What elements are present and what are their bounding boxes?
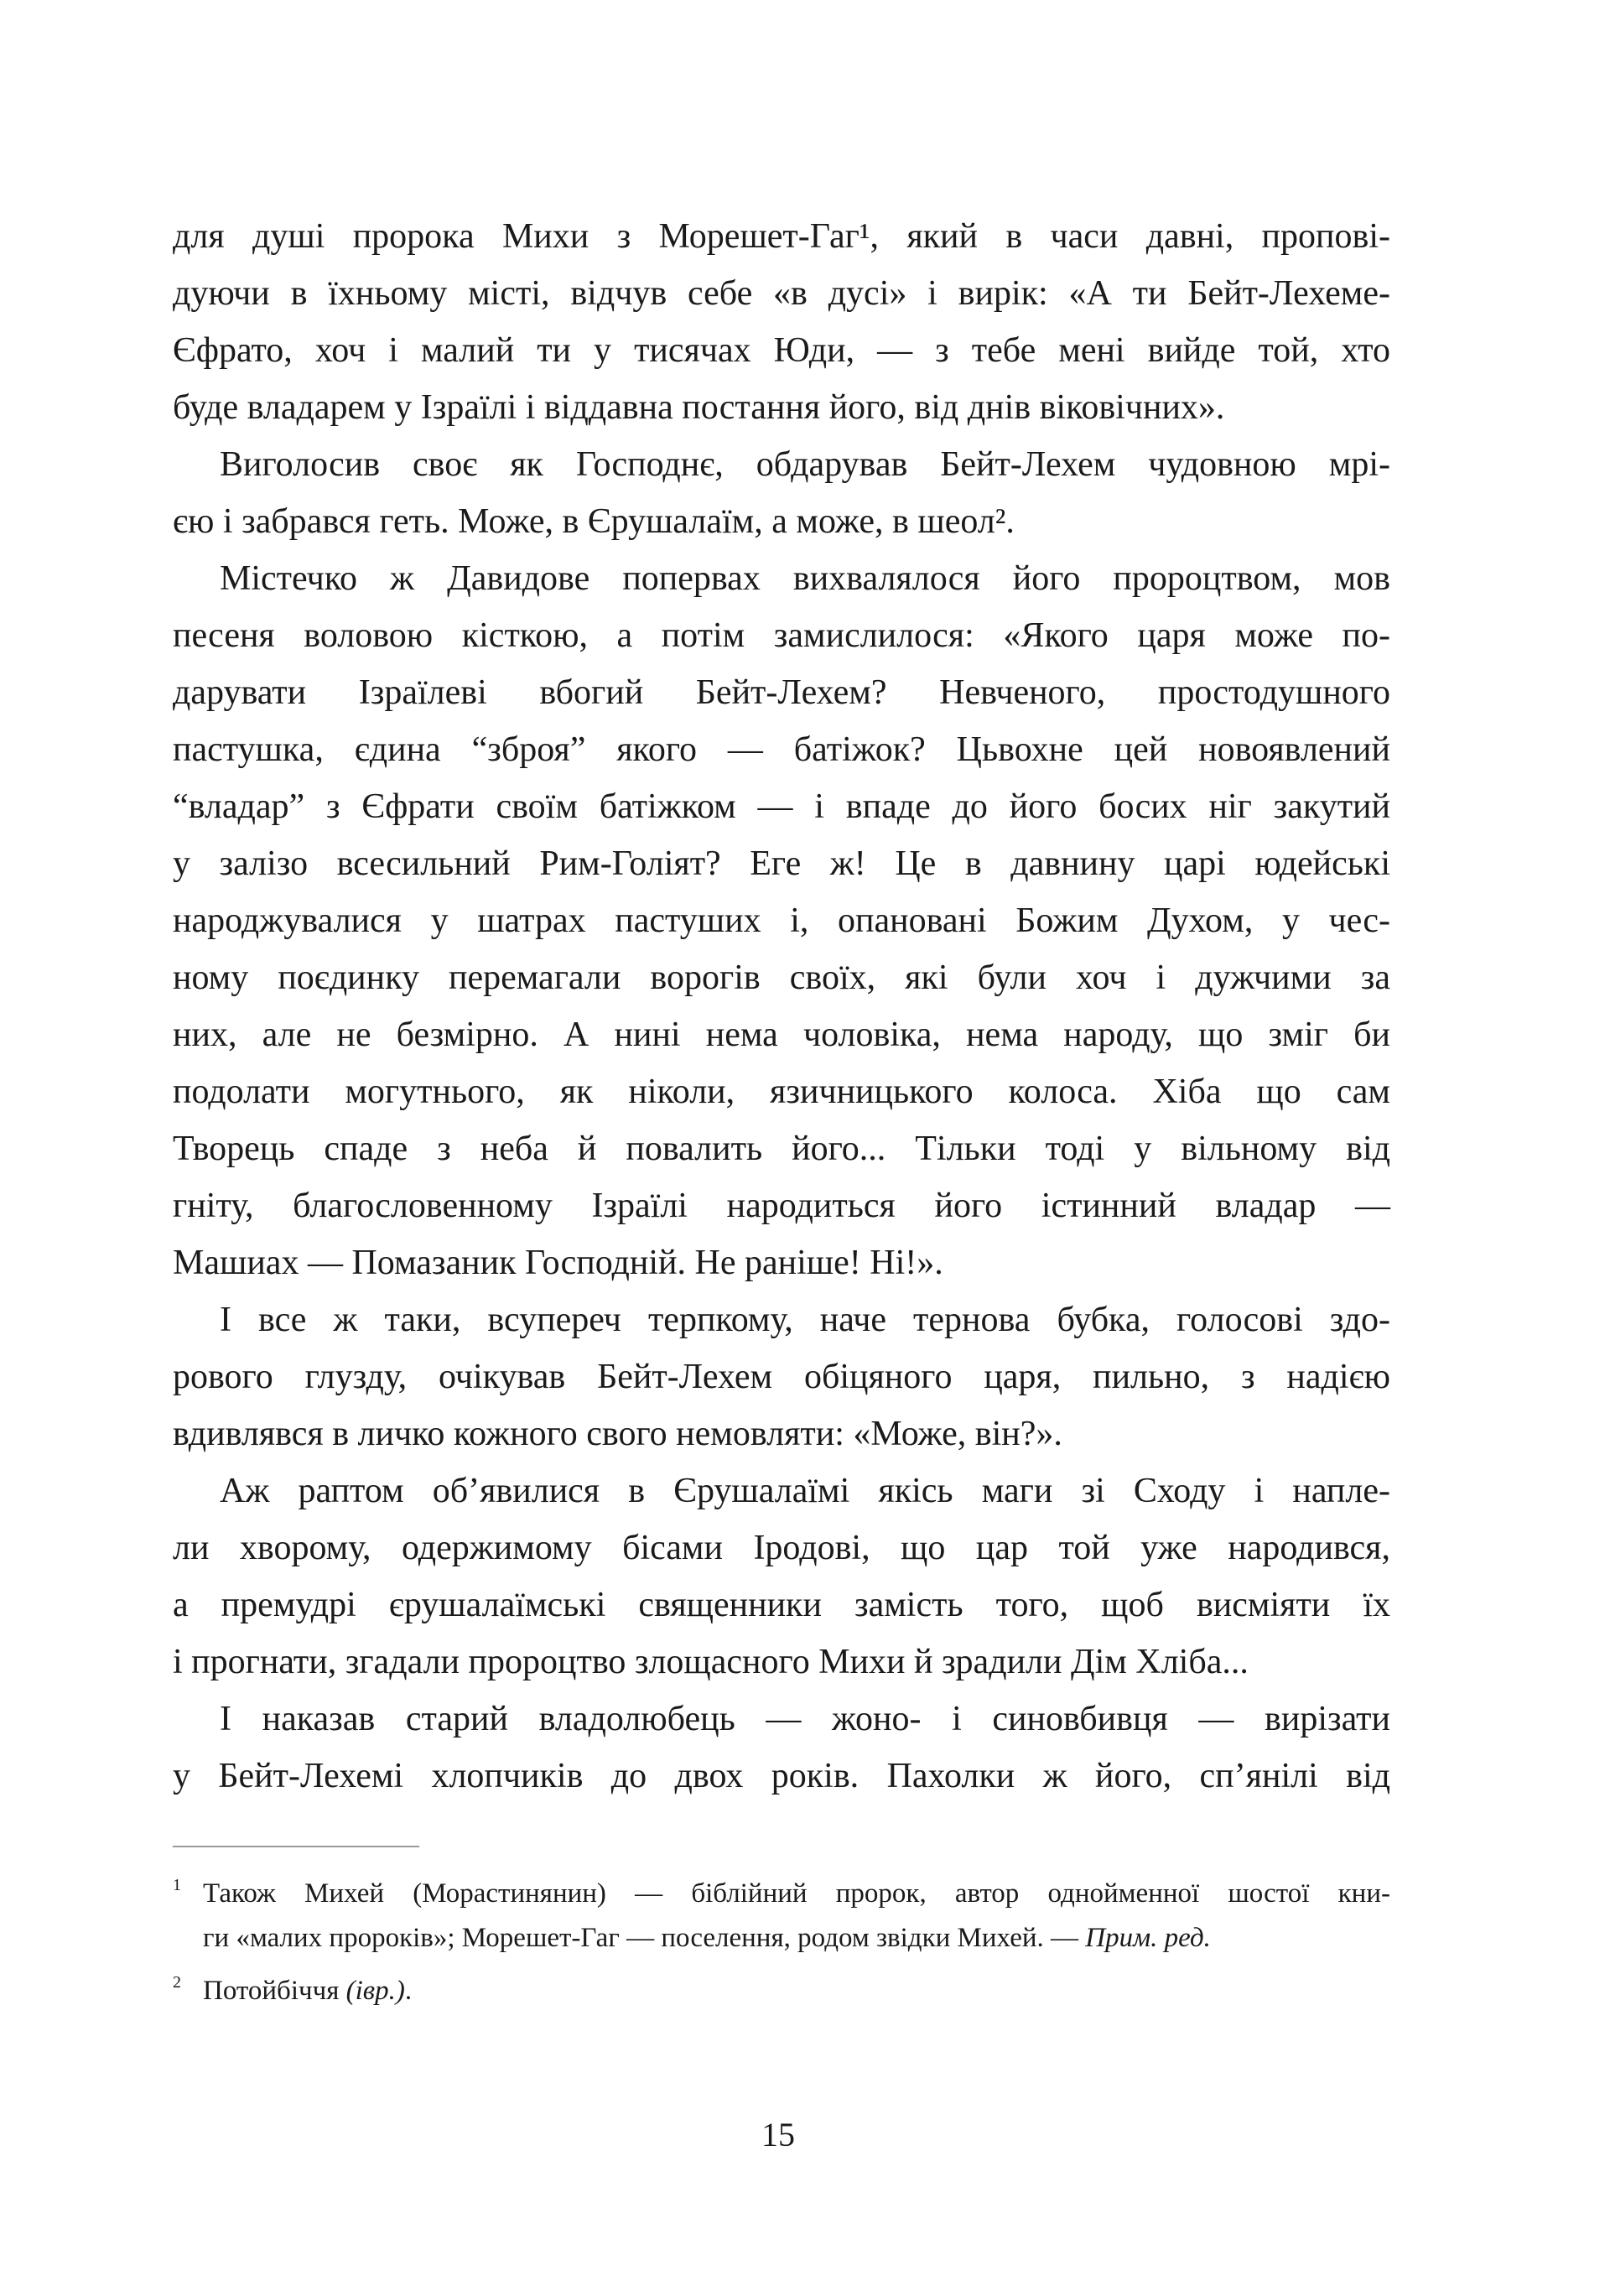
body-text	[173, 208, 1390, 1805]
text-line: Творець спаде з неба й повалить його... Тільки тоді у вільному від	[173, 1130, 1390, 1168]
text-line: песеня воловою кісткою, а потім замислилося: «Якого царя може по-	[173, 616, 1390, 655]
text-line: “владар” з Єфрати своїм батіжком — і впаде до його босих ніг закутий	[173, 787, 1390, 826]
text-line: ному поєдинку перемагали ворогів своїх, які були хоч і дужчими за	[173, 958, 1390, 997]
text-line: Аж раптом об’явилися в Єрушалаїмі якісь маги зі Сходу і напле-	[220, 1472, 1390, 1510]
text-line: подолати могутнього, як ніколи, язичницького колоса. Хіба що сам	[173, 1073, 1390, 1111]
footnote-1-text-cont: ги «малих пророків»; Морешет-Гаг — поселення, родом звідки Михей. —	[203, 1923, 1086, 1953]
footnote-divider	[173, 1846, 419, 1847]
text-line: ли хворому, одержимому бісами Іродові, що цар той уже народився,	[173, 1529, 1390, 1567]
text-line: Єфрато, хоч і малий ти у тисячах Юди, — з тебе мені вийде той, хто	[173, 331, 1390, 370]
paragraph	[173, 550, 1390, 1291]
text-line: дуючи в їхньому місті, відчув себе «в дусі» і вирік: «А ти Бейт-Лехеме-	[173, 274, 1390, 313]
paragraph	[173, 436, 1390, 550]
text-line: народжувалися у шатрах пастуших і, опановані Божим Духом, у чес-	[173, 901, 1390, 940]
footnote-2-mark: 2	[173, 1973, 181, 1992]
footnote-2	[173, 1969, 1390, 2013]
paragraph	[173, 1462, 1390, 1691]
page-number: 15	[761, 2116, 795, 2153]
text-line: буде владарем у Ізраїлі і віддавна постання його, від днів віковічних».	[173, 388, 1225, 427]
text-line: гніту, благословенному Ізраїлі народиться його істинний владар —	[173, 1187, 1390, 1225]
text-line: і прогнати, згадали пророцтво злощасного Михи й зрадили Дім Хліба...	[173, 1643, 1249, 1681]
text-line: пастушка, єдина “зброя” якого — батіжок? Цьвохне цей новоявлений	[173, 730, 1390, 769]
text-line: рового глузду, очікував Бейт-Лехем обіцяного царя, пильно, з надією	[173, 1358, 1390, 1396]
footnote-2-tail: .	[404, 1976, 413, 2006]
text-line: а премудрі єрушалаїмські священники замість того, щоб висміяти їх	[173, 1586, 1390, 1624]
paragraph	[173, 208, 1390, 436]
text-line: Виголосив своє як Господнє, обдарував Бейт-Лехем чудовною мрі-	[220, 445, 1390, 484]
text-line: дарувати Ізраїлеві вбогий Бейт-Лехем? Невченого, простодушного	[173, 673, 1390, 712]
text-line: Містечко ж Давидове попервах вихвалялося його пророцтвом, мов	[220, 559, 1390, 598]
text-line: для душі пророка Михи з Морешет-Гаг¹, який в часи давні, пропові-	[173, 217, 1390, 256]
footnote-1-line-1	[173, 1872, 1390, 1916]
text-line: І наказав старий владолюбець — жоно- і синовбивця — вирізати	[220, 1700, 1390, 1738]
paragraph	[173, 1691, 1390, 1805]
footnote-1-editor-note: Прим. ред.	[1085, 1923, 1211, 1953]
footnote-2-language: (івр.)	[345, 1976, 405, 2006]
text-line: у залізо всесильний Рим-Голіят? Еге ж! Це в давнину царі юдейські	[173, 844, 1390, 883]
text-line: вдивлявся в личко кожного свого немовляти: «Може, він?».	[173, 1415, 1062, 1453]
footnote-1-text: Також Михей (Морастинянин) — біблійний пророк, автор однойменної шостої кни-	[203, 1878, 1390, 1909]
footnote-1-mark: 1	[173, 1876, 181, 1894]
text-line: І все ж таки, всупереч терпкому, наче тернова бубка, голосові здо-	[220, 1301, 1390, 1339]
footnote-1-line-2	[173, 1916, 1390, 1961]
text-line: них, але не безмірно. А нині нема чоловіка, нема народу, що зміг би	[173, 1016, 1390, 1054]
text-line: Машиах — Помазаник Господній. Не раніше! Ні!».	[173, 1244, 943, 1282]
footnotes	[173, 1872, 1390, 2013]
paragraph	[173, 1291, 1390, 1462]
footnote-2-text: Потойбіччя	[203, 1976, 346, 2006]
text-line: у Бейт-Лехемі хлопчиків до двох років. Пахолки ж його, сп’янілі від	[173, 1757, 1390, 1795]
text-line: єю і забрався геть. Може, в Єрушалаїм, а може, в шеол².	[173, 502, 1015, 541]
